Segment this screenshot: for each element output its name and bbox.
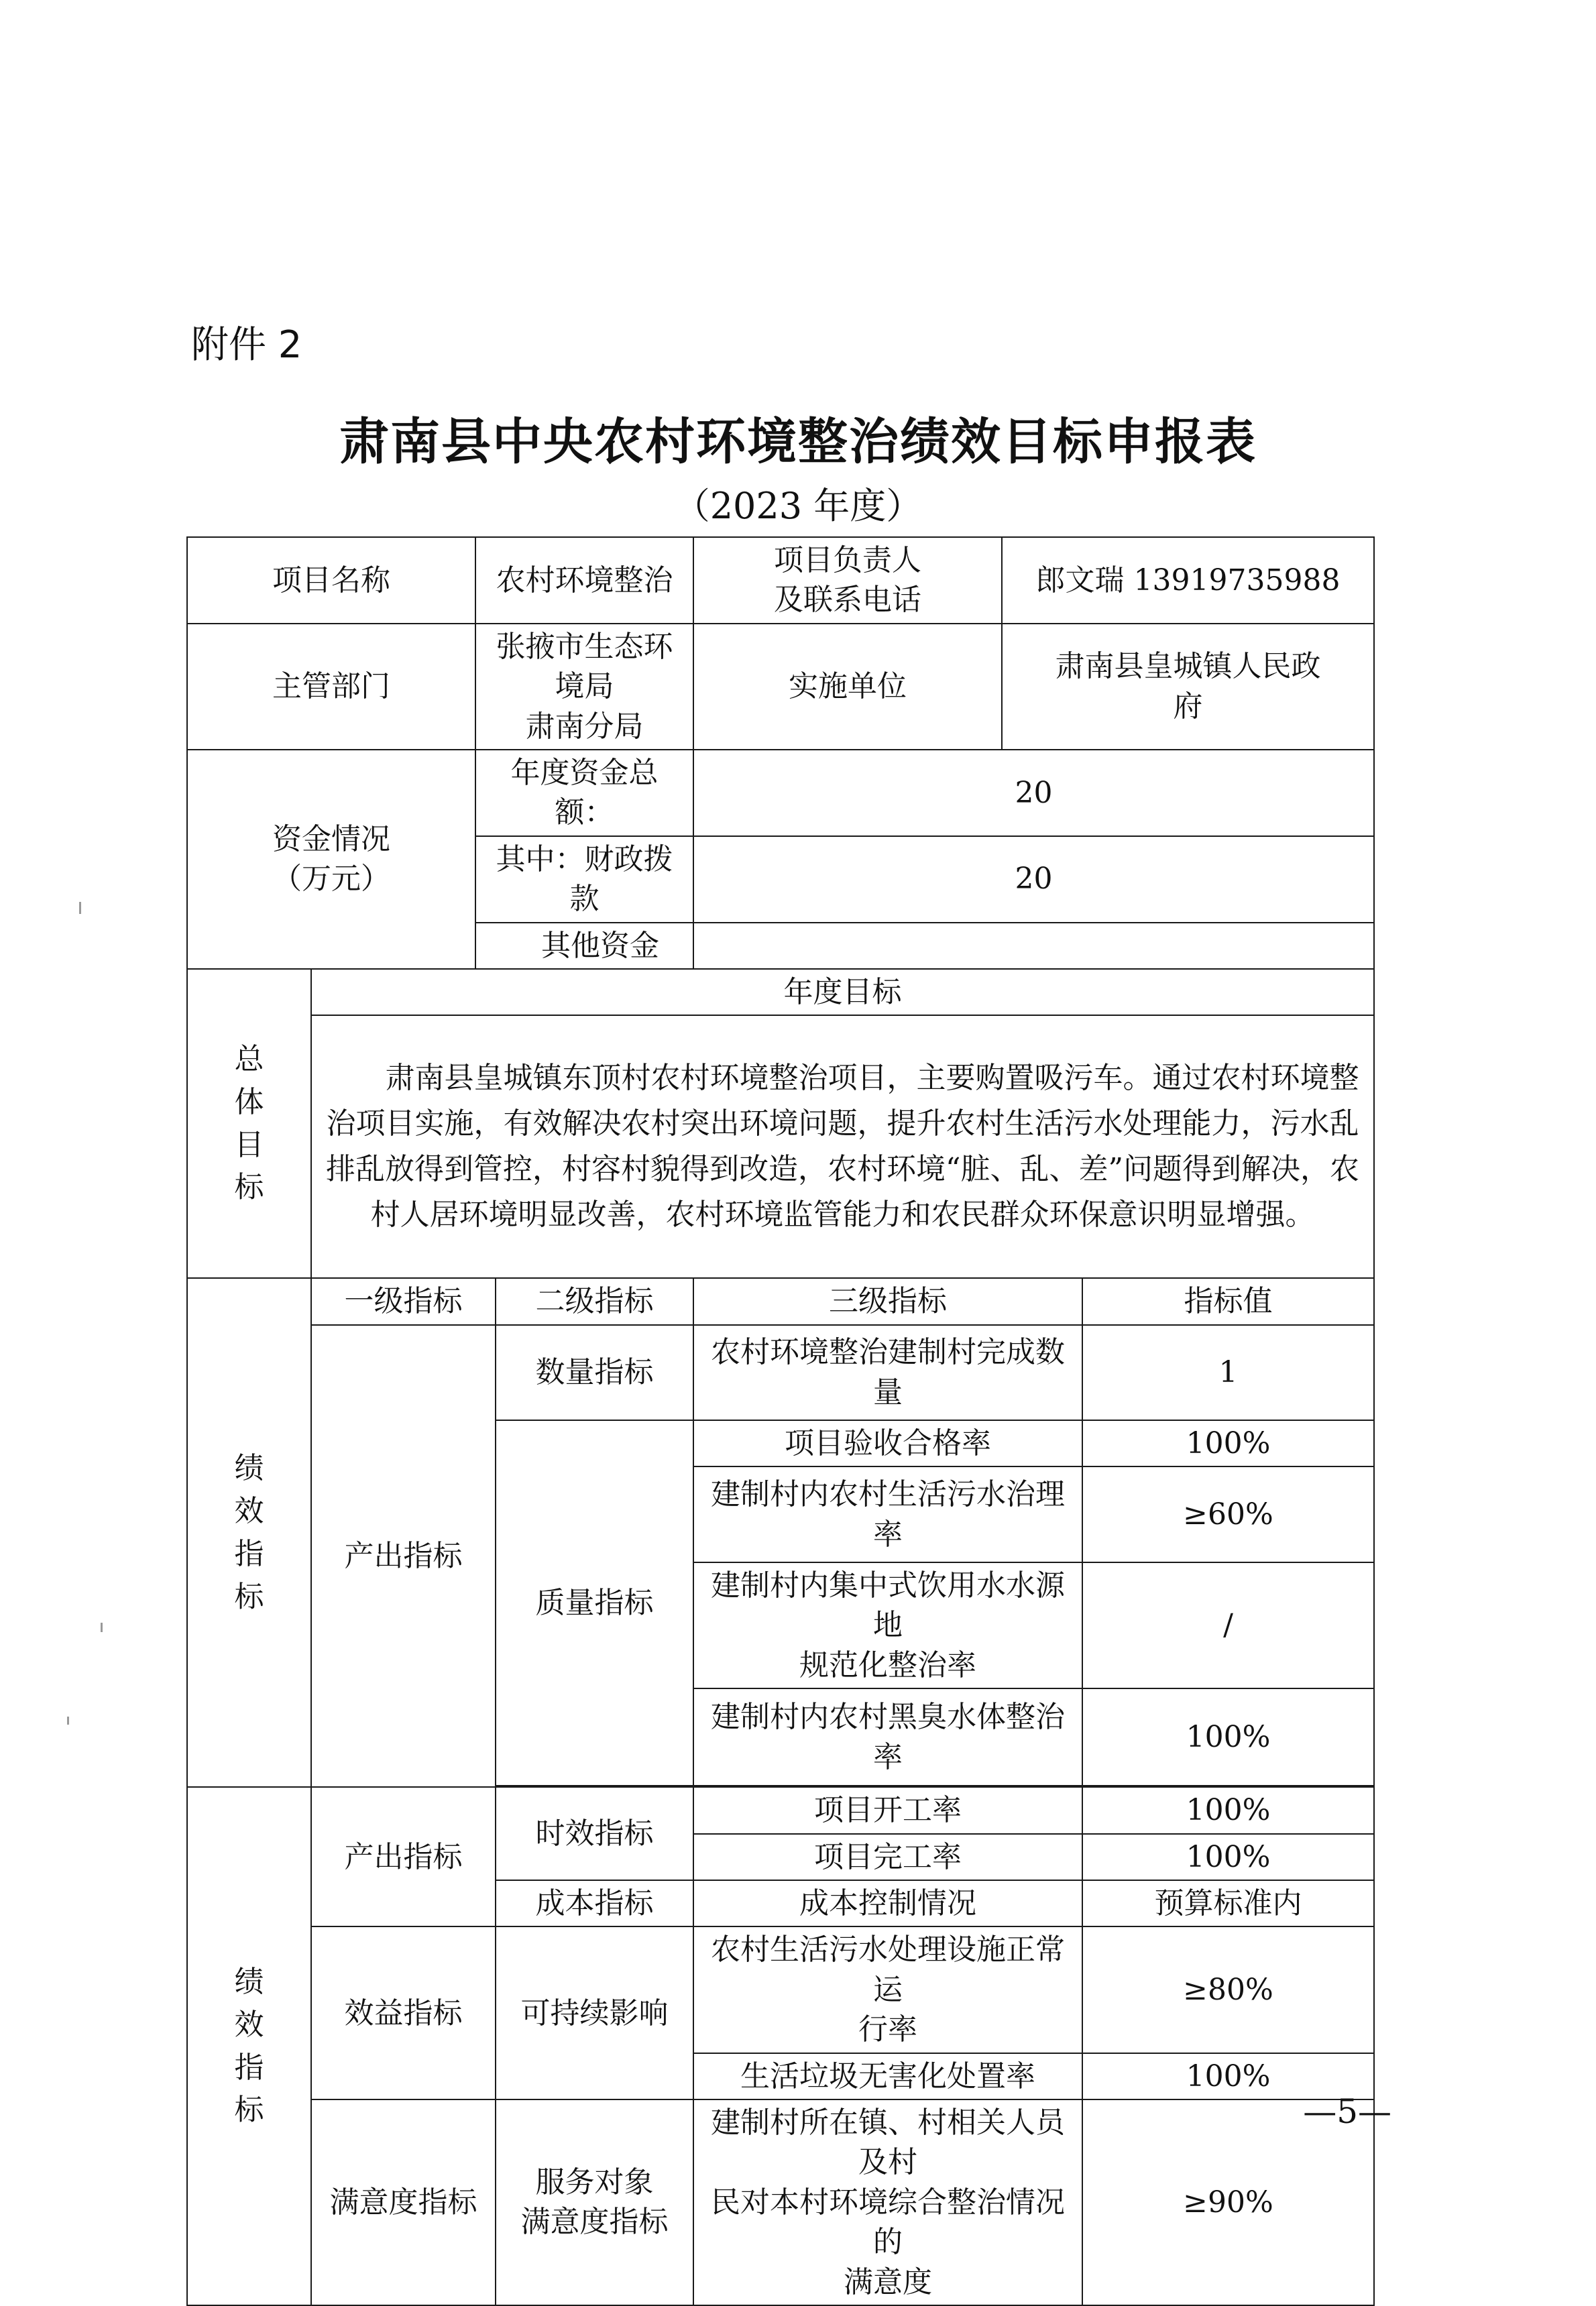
indicator-value: 1 — [1082, 1325, 1374, 1420]
indicator-name: 项目验收合格率 — [693, 1420, 1082, 1466]
form-year: （2023 年度） — [673, 485, 923, 527]
funds-total-label: 年度资金总额： — [475, 750, 693, 836]
funds-total-value: 20 — [693, 750, 1374, 836]
leader-value: 郎文瑞 13919735988 — [1002, 537, 1374, 624]
col-level2: 二级指标 — [496, 1278, 693, 1324]
unit-label: 实施单位 — [693, 624, 1002, 750]
col-value: 指标值 — [1082, 1278, 1374, 1324]
indicator-name: 建制村内农村黑臭水体整治率 — [693, 1688, 1082, 1786]
output-indicator-2: 产出指标 — [311, 1787, 496, 1926]
output-indicator: 产出指标 — [311, 1325, 496, 1788]
indicator-value: 100% — [1082, 1420, 1374, 1466]
indicator-name: 建制村内集中式饮用水水源地 规范化整治率 — [693, 1562, 1082, 1688]
indicator-value: 100% — [1082, 1787, 1374, 1833]
indicator-value: 100% — [1082, 1834, 1374, 1880]
quality-indicator: 质量指标 — [496, 1420, 693, 1786]
indicator-name: 建制村内农村生活污水治理率 — [693, 1466, 1082, 1562]
indicator-value: ≥80% — [1082, 1926, 1374, 2053]
funds-label: 资金情况 （万元） — [187, 750, 475, 969]
indicator-name: 农村生活污水处理设施正常运 行率 — [693, 1926, 1082, 2053]
report-table — [186, 536, 1375, 2306]
indicator-name: 农村环境整治建制村完成数量 — [693, 1325, 1082, 1420]
indicator-name: 成本控制情况 — [693, 1880, 1082, 1926]
indicator-value: ≥90% — [1082, 2099, 1374, 2305]
sustainable-indicator: 可持续影响 — [496, 1926, 693, 2099]
cost-indicator: 成本指标 — [496, 1880, 693, 1926]
leader-label: 项目负责人 及联系电话 — [693, 537, 1002, 624]
funds-fiscal-value: 20 — [693, 836, 1374, 923]
timeliness-indicator: 时效指标 — [496, 1787, 693, 1880]
funds-other-label: 其他资金 — [475, 923, 693, 969]
dept-value: 张掖市生态环境局 肃南分局 — [475, 624, 693, 750]
service-satisfaction-indicator: 服务对象 满意度指标 — [496, 2099, 693, 2305]
scan-mark — [67, 1717, 69, 1725]
satisfaction-indicator: 满意度指标 — [311, 2099, 496, 2305]
indicator-value: ≥60% — [1082, 1466, 1374, 1562]
funds-fiscal-label: 其中：财政拨款 — [475, 836, 693, 923]
scan-mark — [79, 902, 81, 914]
col-level3: 三级指标 — [693, 1278, 1082, 1324]
col-level1: 一级指标 — [311, 1278, 496, 1324]
scan-mark — [101, 1623, 103, 1632]
form-title: 肃南县中央农村环境整治绩效目标申报表 — [339, 413, 1257, 471]
indicator-value: 100% — [1082, 1688, 1374, 1786]
funds-other-value — [693, 923, 1374, 969]
performance-label-2: 绩 效 指 标 — [187, 1787, 311, 2305]
page-number: —5— — [1303, 2092, 1391, 2131]
indicator-name: 建制村所在镇、村相关人员及村 民对本村环境综合整治情况的 满意度 — [693, 2099, 1082, 2305]
indicator-value: 预算标准内 — [1082, 1880, 1374, 1926]
project-name-value: 农村环境整治 — [475, 537, 693, 624]
attachment-label: 附件 2 — [191, 323, 302, 367]
benefit-indicator: 效益指标 — [311, 1926, 496, 2099]
indicator-value: / — [1082, 1562, 1374, 1688]
project-name-label: 项目名称 — [187, 537, 475, 624]
indicator-name: 项目开工率 — [693, 1787, 1082, 1833]
performance-label-1: 绩 效 指 标 — [187, 1278, 311, 1787]
annual-goal-text: 肃南县皇城镇东顶村农村环境整治项目，主要购置吸污车。通过农村环境整治项目实施，有效解决农村突出环境问题，提升农村生活污水处理能力，污水乱排乱放得到管控，村容村貌得到改造，农村环境“脏、乱、差”问题得到解决，农村人居环境明显改善，农村环境监管能力和农民群众环保意识明显增强。 — [311, 1015, 1374, 1278]
unit-value: 肃南县皇城镇人民政 府 — [1002, 624, 1374, 750]
quantity-indicator: 数量指标 — [496, 1325, 693, 1420]
overall-goal-label: 总 体 目 标 — [187, 969, 311, 1278]
dept-label: 主管部门 — [187, 624, 475, 750]
indicator-name: 生活垃圾无害化处置率 — [693, 2053, 1082, 2099]
annual-goal-header: 年度目标 — [311, 969, 1374, 1015]
indicator-value: 100% — [1082, 2053, 1374, 2099]
indicator-name: 项目完工率 — [693, 1834, 1082, 1880]
